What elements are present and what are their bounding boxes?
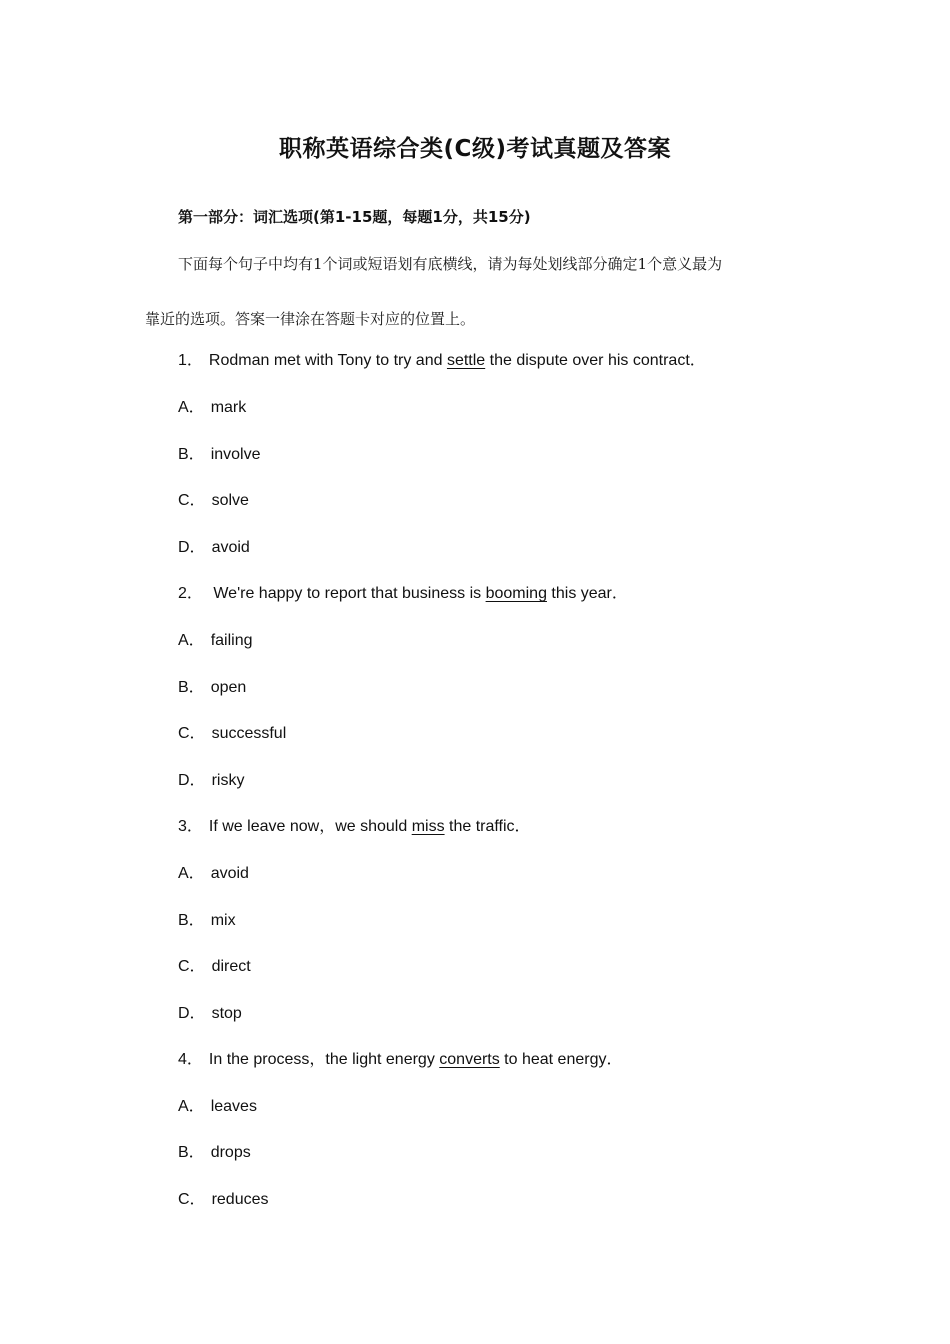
underlined-word: booming bbox=[485, 585, 547, 602]
option-text: reduces bbox=[211, 1191, 269, 1208]
document-title: 职称英语综合类(C级)考试真题及答案 bbox=[279, 136, 671, 162]
option-text: stop bbox=[211, 1005, 242, 1022]
question-3-option-c bbox=[178, 956, 251, 978]
question-3-stem bbox=[178, 816, 531, 838]
question-text-before: If we leave now，we should bbox=[208, 818, 412, 835]
option-text: avoid bbox=[211, 539, 250, 556]
option-text: direct bbox=[211, 958, 251, 975]
option-label: B． bbox=[178, 446, 205, 463]
option-text: leaves bbox=[210, 1098, 257, 1115]
option-label: A． bbox=[178, 399, 205, 416]
option-text: solve bbox=[211, 492, 249, 509]
option-text: avoid bbox=[210, 865, 249, 882]
option-text: failing bbox=[210, 632, 253, 649]
question-4-option-a bbox=[178, 1096, 257, 1118]
option-label: A． bbox=[178, 1098, 205, 1115]
question-number: 3． bbox=[178, 818, 203, 835]
question-2-option-b bbox=[178, 677, 246, 699]
option-label: B． bbox=[178, 679, 205, 696]
underlined-word: converts bbox=[439, 1051, 500, 1068]
question-1-option-d bbox=[178, 537, 250, 559]
question-text-after: to heat energy． bbox=[499, 1051, 623, 1068]
question-4-stem bbox=[178, 1049, 622, 1071]
option-label: C． bbox=[178, 1191, 206, 1208]
question-text-before: Rodman met with Tony to try and bbox=[208, 352, 447, 369]
option-text: risky bbox=[211, 772, 245, 789]
option-label: B． bbox=[178, 912, 205, 929]
option-text: successful bbox=[211, 725, 287, 742]
question-4-option-c bbox=[178, 1189, 268, 1211]
question-1-option-a bbox=[178, 397, 246, 419]
option-label: C． bbox=[178, 492, 206, 509]
underlined-word: miss bbox=[411, 818, 445, 835]
question-1-option-b bbox=[178, 444, 261, 466]
section-heading: 第一部分：词汇选项(第1-15题，每题1分，共15分) bbox=[178, 208, 531, 226]
option-label: A． bbox=[178, 865, 205, 882]
instructions-line-1: 下面每个句子中均有1个词或短语划有底横线，请为每处划线部分确定1个意义最为 bbox=[178, 255, 723, 273]
question-text-after: the traffic． bbox=[444, 818, 531, 835]
option-label: B． bbox=[178, 1144, 205, 1161]
question-1-stem bbox=[178, 350, 706, 372]
option-text: involve bbox=[210, 446, 261, 463]
underlined-word: settle bbox=[446, 352, 486, 369]
question-2-option-d bbox=[178, 770, 244, 792]
question-2-stem bbox=[178, 583, 628, 605]
question-4-option-b bbox=[178, 1142, 251, 1164]
question-text-after: the dispute over his contract． bbox=[485, 352, 706, 369]
question-number: 2． bbox=[178, 585, 203, 602]
question-3-option-b bbox=[178, 910, 236, 932]
option-text: mark bbox=[210, 399, 247, 416]
question-number: 1． bbox=[178, 352, 203, 369]
question-2-option-c bbox=[178, 723, 286, 745]
option-label: D． bbox=[178, 539, 206, 556]
option-text: drops bbox=[210, 1144, 251, 1161]
question-number: 4． bbox=[178, 1051, 203, 1068]
question-text-before: We're happy to report that business is bbox=[208, 585, 486, 602]
option-text: open bbox=[210, 679, 247, 696]
option-label: C． bbox=[178, 725, 206, 742]
question-1-option-c bbox=[178, 490, 249, 512]
option-label: C． bbox=[178, 958, 206, 975]
question-text-before: In the process，the light energy bbox=[208, 1051, 440, 1068]
option-label: D． bbox=[178, 772, 206, 789]
question-3-option-d bbox=[178, 1003, 242, 1025]
question-text-after: this year． bbox=[546, 585, 628, 602]
option-text: mix bbox=[210, 912, 236, 929]
question-3-option-a bbox=[178, 863, 249, 885]
question-2-option-a bbox=[178, 630, 253, 652]
option-label: D． bbox=[178, 1005, 206, 1022]
instructions-line-2: 靠近的选项。答案一律涂在答题卡对应的位置上。 bbox=[145, 310, 476, 328]
option-label: A． bbox=[178, 632, 205, 649]
